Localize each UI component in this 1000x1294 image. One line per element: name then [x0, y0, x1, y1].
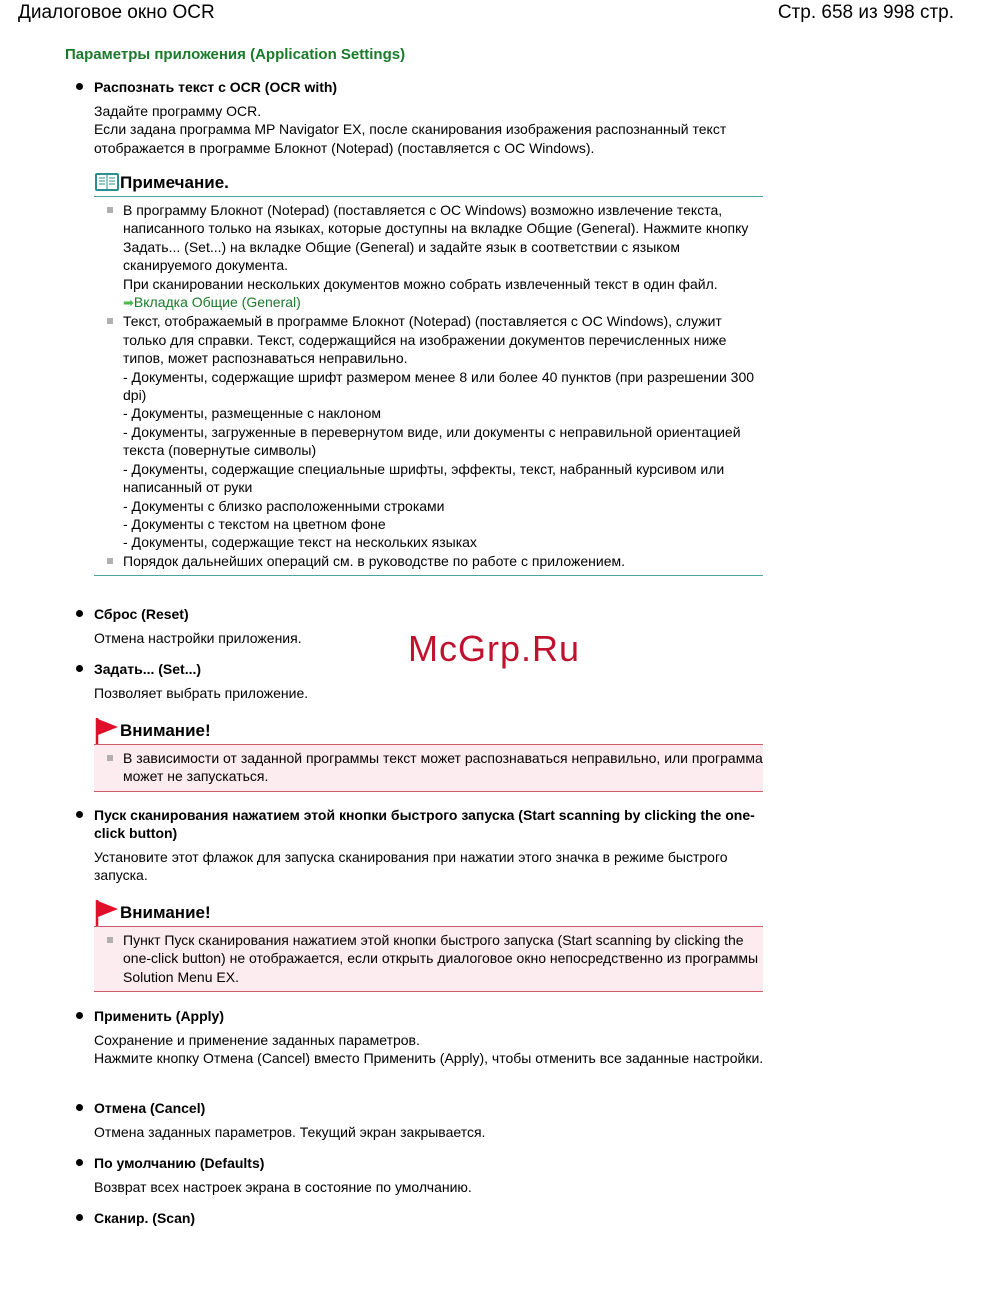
- warning-header: [94, 901, 763, 926]
- divider: [94, 575, 763, 576]
- divider: [94, 196, 763, 197]
- item-start-desc: Установите этот флажок для запуска сканирования при нажатии этого значка в режиме быстрого запуска.: [94, 849, 728, 884]
- item-cancel-desc: Отмена заданных параметров. Текущий экран закрывается.: [94, 1124, 486, 1140]
- flag-icon: [94, 717, 120, 745]
- item-label: Сброс (Reset): [94, 606, 189, 622]
- list-item: - Документы с близко расположенными строками: [123, 497, 445, 514]
- bullet-icon: [76, 1214, 83, 1221]
- note-text: При сканировании нескольких документов можно собрать извлеченный текст в один файл.: [123, 275, 718, 292]
- note-box: [94, 171, 763, 576]
- watermark: McGrp.Ru: [408, 628, 581, 669]
- warning-box: [94, 719, 763, 792]
- item-label: Отмена (Cancel): [94, 1100, 206, 1116]
- item-set-desc: Позволяет выбрать приложение.: [94, 685, 309, 701]
- list-item: - Документы, размещенные с наклоном: [123, 405, 382, 422]
- book-icon: [94, 171, 120, 193]
- square-bullet-icon: [107, 318, 113, 324]
- square-bullet-icon: [107, 755, 113, 761]
- note-header: [94, 171, 763, 197]
- note-text: Порядок дальнейших операций см. в руководстве по работе с приложением.: [123, 552, 626, 569]
- item-apply-desc: [94, 1031, 774, 1068]
- item-label: Распознать текст с OCR (OCR with): [94, 79, 338, 95]
- warning-body: [94, 744, 763, 792]
- section-title: Параметры приложения (Application Settings): [65, 46, 406, 63]
- note-item: [94, 201, 763, 312]
- bullet-icon: [76, 610, 83, 617]
- desc-line: Задайте программу OCR.: [94, 103, 262, 119]
- list-item: - Документы с текстом на цветном фоне: [123, 515, 386, 532]
- item-label: Применить (Apply): [94, 1008, 224, 1024]
- page-header-title: Диалоговое окно OCR: [18, 2, 215, 23]
- warning-text: Пункт Пуск сканирования нажатием этой кнопки быстрого запуска (Start scanning by clicking the one-click button) не отображается, если открыть диалоговое окно непосредственно из программы Solution Menu EX.: [123, 932, 759, 985]
- bullet-icon: [76, 1159, 83, 1166]
- item-label: По умолчанию (Defaults): [94, 1155, 265, 1171]
- note-item: [94, 312, 763, 551]
- item-defaults-desc: Возврат всех настроек экрана в состояние по умолчанию.: [94, 1179, 472, 1195]
- link-label: Вкладка Общие (General): [133, 294, 301, 311]
- list-item: - Документы, содержащие текст на нескольких языках: [123, 534, 477, 551]
- desc-line: Нажмите кнопку Отмена (Cancel) вместо Применить (Apply), чтобы отменить все заданные настройки.: [94, 1050, 764, 1067]
- bullet-icon: [76, 665, 83, 672]
- note-text: Текст, отображаемый в программе Блокнот (Notepad) (поставляется с ОС Windows), служит только для справки. Текст, содержащийся на изображении документов перечисленных ниже типов, может распознаваться неправильно.: [123, 313, 727, 367]
- warning-title: Внимание!: [120, 721, 211, 740]
- list-item: - Документы, содержащие специальные шрифты, эффекты, текст, набранный курсивом или написанный от руки: [123, 460, 725, 496]
- flag-icon: [94, 899, 120, 927]
- item-label: Задать... (Set...): [94, 661, 202, 677]
- square-bullet-icon: [107, 207, 113, 213]
- list-item: - Документы, загруженные в перевернутом виде, или документы с неправильной ориентацией текста (повернутые символы): [123, 423, 741, 459]
- square-bullet-icon: [107, 558, 113, 564]
- warning-header: [94, 719, 763, 744]
- square-bullet-icon: [107, 937, 113, 943]
- warning-item: [94, 931, 763, 986]
- note-body: [94, 197, 763, 575]
- warning-body: [94, 926, 763, 992]
- note-title: Примечание.: [120, 173, 229, 192]
- note-text: В программу Блокнот (Notepad) (поставляется с ОС Windows) возможно извлечение текста, написанного только на языках, которые доступны на вкладке Общие (General). Нажмите кнопку Задать... (Set...) на вкладке Общие (General) и задайте язык в соответствии с языком сканируемого документа.: [123, 202, 749, 274]
- item-label: Сканир. (Scan): [94, 1210, 196, 1226]
- desc-line: Сохранение и применение заданных параметров.: [94, 1032, 420, 1048]
- bullet-icon: [76, 1012, 83, 1019]
- arrow-right-icon: ➡: [123, 295, 134, 311]
- desc-line: Если задана программа MP Navigator EX, после сканирования изображения распознанный текст отображается в программе Блокнот (Notepad) (поставляется с ОС Windows).: [94, 121, 727, 156]
- list-item: - Документы, содержащие шрифт размером менее 8 или более 40 пунктов (при разрешении 300 dpi): [123, 368, 755, 404]
- item-reset-desc: Отмена настройки приложения.: [94, 630, 302, 646]
- bullet-icon: [76, 83, 83, 90]
- warning-box: [94, 901, 763, 992]
- page-number: Стр. 658 из 998 стр.: [777, 2, 954, 23]
- warning-text: В зависимости от заданной программы текст может распознаваться неправильно, или программа может не запускаться.: [123, 750, 763, 785]
- item-ocr-desc: [94, 102, 774, 157]
- bullet-icon: [76, 811, 83, 818]
- item-label: Пуск сканирования нажатием этой кнопки быстрого запуска (Start scanning by clicking the one-click button): [94, 807, 755, 841]
- warning-title: Внимание!: [120, 903, 211, 922]
- note-item: [94, 552, 763, 570]
- bullet-icon: [76, 1104, 83, 1111]
- warning-item: [94, 749, 763, 786]
- general-tab-link[interactable]: [123, 293, 763, 312]
